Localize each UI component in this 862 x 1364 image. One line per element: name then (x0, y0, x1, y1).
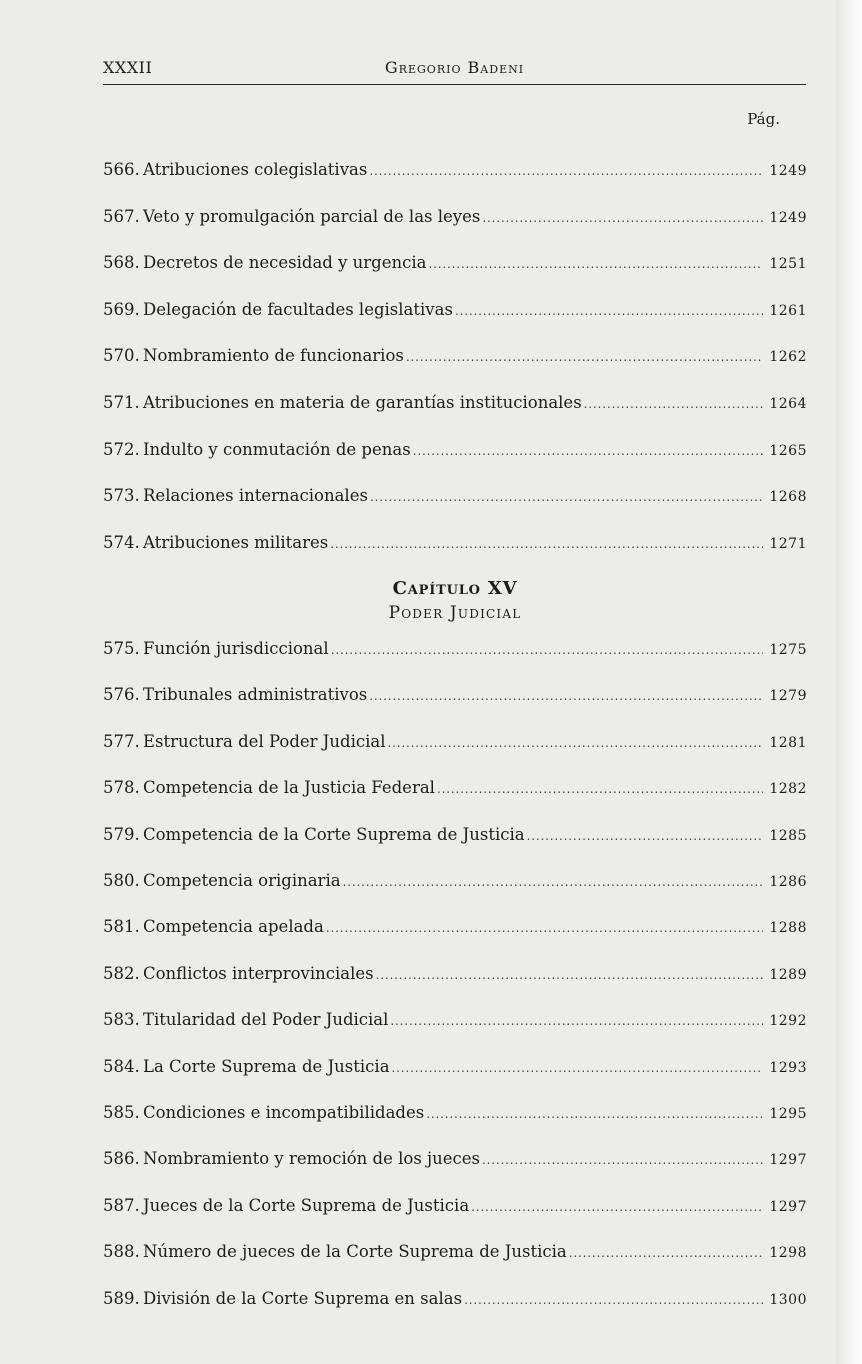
toc-entry-number: 576. (103, 685, 140, 705)
toc-entry-number: 579. (103, 824, 140, 844)
toc-entry (103, 825, 807, 851)
toc-entry-title: Titularidad del Poder Judicial (143, 1010, 389, 1030)
toc-entry-number: 584. (103, 1056, 140, 1076)
running-head (103, 58, 806, 85)
toc-entry (103, 917, 807, 943)
chapter-number: Capítulo XV (392, 578, 518, 599)
toc-entry-number: 575. (103, 639, 140, 658)
dot-leader (569, 1246, 763, 1260)
toc-entry (103, 1242, 807, 1268)
toc-entry (103, 440, 807, 466)
toc-entry (103, 1289, 807, 1315)
toc-entry-page: 1281 (769, 734, 807, 751)
toc-entry-title: Número de jueces de la Corte Suprema de Justicia (143, 1242, 567, 1262)
toc-entry-number: 585. (103, 1103, 140, 1122)
toc-entry (103, 1149, 807, 1175)
dot-leader (471, 1200, 763, 1214)
dot-leader (406, 350, 763, 364)
toc-entry-number: 574. (103, 532, 140, 552)
toc-entry-title: Veto y promulgación parcial de las leyes (143, 206, 481, 226)
toc-entry (103, 207, 807, 233)
page-edge (836, 0, 862, 1364)
dot-leader (369, 689, 763, 703)
toc-entry-title: Jueces de la Corte Suprema de Justicia (143, 1195, 470, 1215)
toc-entry-title: Competencia de la Justicia Federal (143, 778, 435, 798)
toc-entry-title: Competencia apelada (143, 917, 324, 937)
dot-leader (369, 164, 763, 178)
running-head-author: Gregorio Badeni (384, 58, 525, 77)
toc-entry-number: 573. (103, 486, 140, 506)
dot-leader (413, 444, 763, 458)
toc-entry-number: 587. (103, 1195, 140, 1215)
toc-entry-page: 1285 (769, 827, 807, 844)
toc-entry-title: Función jurisdiccional (143, 639, 329, 658)
dot-leader (527, 829, 763, 843)
toc-entry-page: 1289 (769, 966, 807, 983)
toc-entry-title: Conflictos interprovinciales (143, 963, 374, 983)
toc-entry-number: 567. (103, 206, 140, 226)
toc-entry-page: 1251 (769, 256, 807, 273)
toc-entry-title: Estructura del Poder Judicial (143, 731, 386, 751)
dot-leader (376, 968, 763, 982)
dot-leader (482, 211, 763, 225)
toc-entry-page: 1282 (769, 781, 807, 798)
toc-entry-page: 1261 (769, 302, 807, 319)
toc-entry-page: 1264 (769, 396, 807, 412)
toc-entry-title: Competencia originaria (143, 871, 341, 890)
toc-entry (103, 685, 807, 711)
toc-entry-title: Delegación de facultades legislativas (143, 299, 453, 319)
dot-leader (390, 1014, 763, 1028)
toc-entry (103, 346, 807, 372)
toc-entry-page: 1293 (769, 1059, 807, 1076)
page-column-label: Pág. (747, 110, 780, 128)
page-folio: XXXII (103, 58, 153, 77)
toc-entry (103, 778, 807, 804)
toc-entry-page: 1268 (769, 489, 807, 506)
toc-entry-page: 1292 (769, 1013, 807, 1030)
dot-leader (331, 643, 763, 657)
chapter-title: Poder Judicial (388, 603, 522, 623)
toc-entry (103, 253, 807, 279)
toc-entry-number: 566. (103, 160, 140, 179)
dot-leader (330, 537, 763, 551)
dot-leader (326, 921, 763, 935)
toc-entry-title: Tribunales administrativos (143, 685, 368, 705)
toc-entry-number: 568. (103, 253, 140, 273)
toc-entry-title: Atribuciones en materia de garantías institucionales (143, 393, 582, 412)
toc-entry-number: 577. (103, 731, 140, 751)
toc-entry (103, 486, 807, 512)
toc-entry (103, 964, 807, 990)
toc-entry (103, 393, 807, 419)
toc-entry-page: 1265 (769, 442, 807, 459)
toc-entry-page: 1295 (769, 1106, 807, 1122)
toc-entry-title: La Corte Suprema de Justicia (143, 1056, 390, 1076)
dot-leader (370, 490, 763, 504)
toc-entry-page: 1298 (769, 1245, 807, 1262)
toc-entry-number: 588. (103, 1242, 140, 1262)
toc-entry-title: Nombramiento de funcionarios (143, 346, 404, 366)
toc-entry-page: 1275 (769, 642, 807, 658)
dot-leader (464, 1293, 763, 1307)
toc-entry-title: Atribuciones militares (143, 532, 329, 552)
toc-entry-number: 583. (103, 1010, 140, 1030)
toc-entry-page: 1279 (769, 688, 807, 705)
dot-leader (428, 257, 763, 271)
toc-entry-title: Decretos de necesidad y urgencia (143, 253, 427, 273)
toc-entry (103, 1103, 807, 1129)
toc-entry-number: 570. (103, 346, 140, 366)
toc-entry-page: 1271 (769, 535, 807, 552)
toc-entry-number: 580. (103, 871, 140, 890)
toc-entry-page: 1249 (769, 209, 807, 226)
toc-entry-title: Relaciones internacionales (143, 486, 368, 506)
toc-entry (103, 871, 807, 897)
toc-entry-number: 571. (103, 393, 140, 412)
toc-entry-number: 578. (103, 778, 140, 798)
dot-leader (437, 782, 763, 796)
toc-entry (103, 300, 807, 326)
toc-entry-number: 569. (103, 299, 140, 319)
toc-entry-title: Atribuciones colegislativas (143, 160, 368, 179)
toc-entry-page: 1262 (769, 349, 807, 366)
toc-entry-number: 589. (103, 1288, 140, 1308)
toc-entry (103, 160, 807, 186)
toc-entry-page: 1249 (769, 163, 807, 179)
dot-leader (343, 875, 763, 889)
toc-entry-title: Indulto y conmutación de penas (143, 439, 411, 459)
dot-leader (388, 736, 763, 750)
toc-entry-page: 1300 (769, 1291, 807, 1308)
toc-entry-page: 1297 (769, 1198, 807, 1215)
toc-entry (103, 1010, 807, 1036)
toc-entry-page: 1288 (769, 920, 807, 937)
toc-entry (103, 1057, 807, 1083)
toc-entry (103, 533, 807, 559)
toc-entry-number: 572. (103, 439, 140, 459)
toc-entry-title: Condiciones e incompatibilidades (143, 1103, 425, 1122)
toc-entry-title: División de la Corte Suprema en salas (143, 1288, 463, 1308)
toc-entry (103, 1196, 807, 1222)
dot-leader (584, 397, 763, 411)
toc-entry-number: 581. (103, 917, 140, 937)
toc-entry-title: Competencia de la Corte Suprema de Justicia (143, 824, 525, 844)
dot-leader (392, 1061, 763, 1075)
toc-entry-number: 586. (103, 1149, 140, 1169)
toc-entry-page: 1297 (769, 1152, 807, 1169)
dot-leader (455, 304, 763, 318)
toc-entry-title: Nombramiento y remoción de los jueces (143, 1149, 481, 1169)
toc-entry (103, 639, 807, 665)
dot-leader (482, 1153, 763, 1167)
dot-leader (426, 1107, 763, 1121)
toc-entry-number: 582. (103, 963, 140, 983)
toc-entry-page: 1286 (769, 874, 807, 890)
toc-entry (103, 732, 807, 758)
